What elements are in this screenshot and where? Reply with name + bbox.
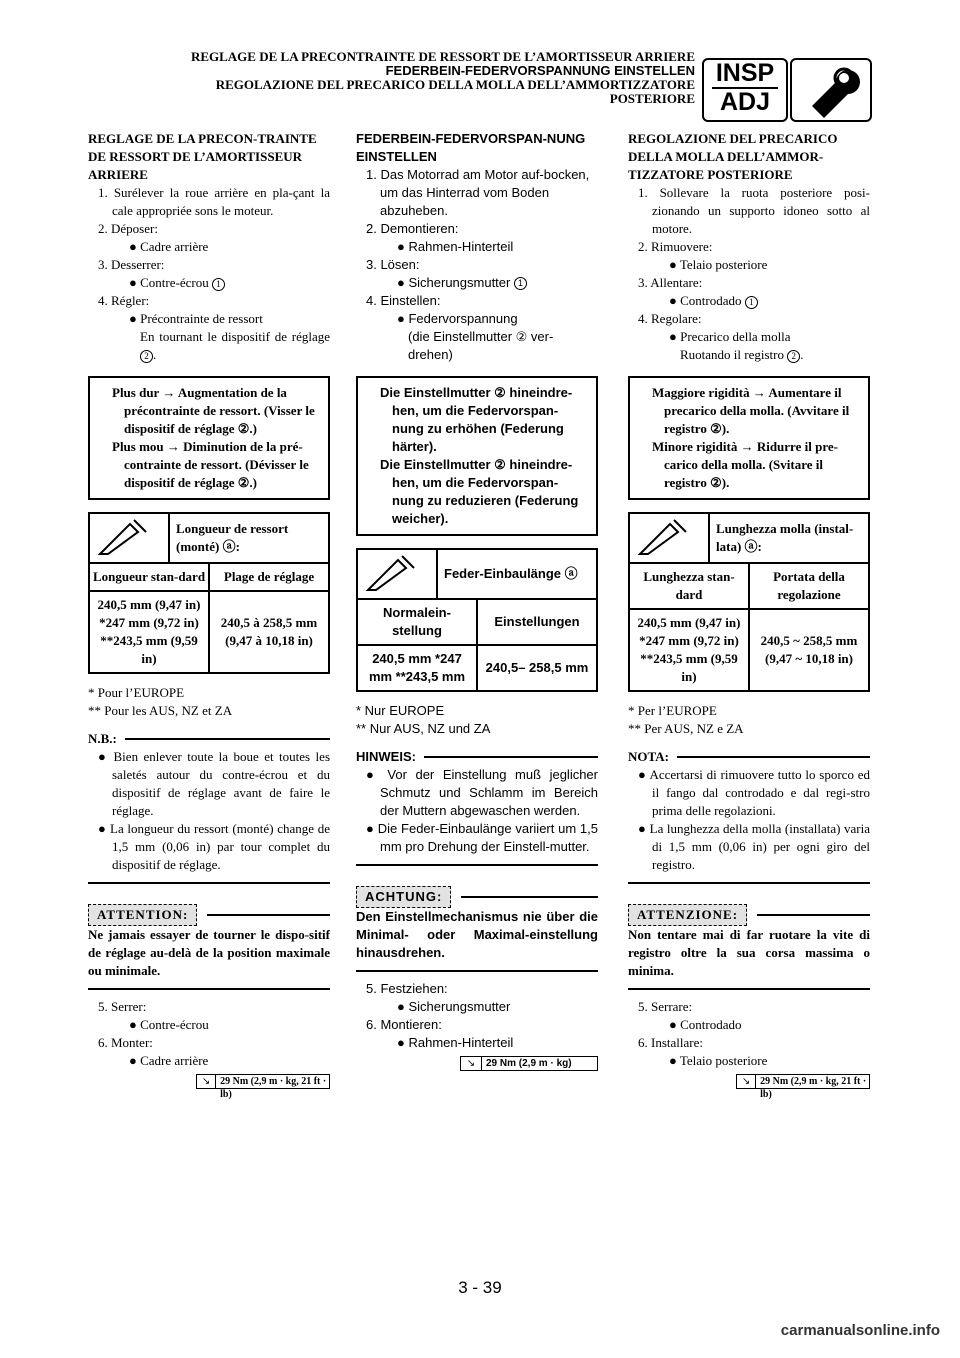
footnote-2: ** Per AUS, NZ e ZA	[628, 721, 744, 736]
spec-header-range: Einstellungen	[494, 614, 580, 629]
insp-adj-badge	[702, 58, 788, 122]
torque-value: 29 Nm (2,9 m · kg)	[486, 1058, 572, 1069]
spec-table	[356, 548, 598, 692]
spec-value-range: 240,5– 258,5 mm	[485, 660, 589, 675]
spec-tool-icon	[630, 514, 710, 562]
step-4-detail: Ruotando il registro	[680, 347, 784, 362]
step-5: 5. Serrare:	[638, 999, 693, 1014]
bullet-icon: ●	[397, 1035, 409, 1050]
callout-1-icon: 1	[745, 296, 758, 309]
column-german	[356, 130, 598, 1071]
header-title-fr: REGLAGE DE LA PRECONTRAINTE DE RESSORT DE L’AMORTISSEUR ARRIERE	[190, 49, 695, 64]
bullet-icon: ●	[129, 239, 141, 254]
bullet-icon: ●	[129, 1053, 141, 1068]
bullet-icon: ●	[366, 821, 378, 836]
spec-value-range: 240,5 ~ 258,5 mm (9,47 ~ 10,18 in)	[760, 633, 858, 666]
torque-spec	[736, 1074, 870, 1100]
caution-heading	[88, 904, 330, 926]
spec-tool-icon	[358, 550, 438, 598]
note-1: Bien enlever toute la boue et toutes les saletés autour du contre-écrou et du dispositif de réglage avant de faire le réglage.	[112, 749, 331, 818]
step-2-item: Rahmen-Hinterteil	[408, 239, 514, 254]
step-5-item: Controdado	[680, 1017, 742, 1032]
footnote-1: * Pour l’EUROPE	[88, 685, 185, 700]
box-softer: Die Einstellmutter ② hineindre-hen, um die Federvorspan-nung zu reduzieren (Federung weicher).	[380, 457, 579, 526]
page-header	[191, 50, 695, 106]
note-heading	[628, 748, 870, 766]
note-2: La longueur du ressort (monté) change de 1,5 mm (0,06 in) par tour complet du dispositif de réglage.	[110, 821, 330, 872]
note-2: La lunghezza della molla (installata) varia di 1,5 mm (0,06 in) per ogni giro del registro.	[649, 821, 870, 872]
step-4-item: Precarico della molla	[680, 329, 791, 344]
bullet-icon: ●	[397, 275, 409, 290]
torque-spec	[460, 1056, 598, 1071]
header-title-it-cont: POSTERIORE	[609, 91, 695, 106]
step-5-item: Sicherungsmutter	[408, 999, 511, 1014]
step-6-item: Telaio posteriore	[679, 1053, 768, 1068]
torque-wrench-icon: ↘	[737, 1075, 756, 1088]
spec-header-range: Plage de réglage	[223, 569, 315, 584]
note-label: N.B.:	[88, 731, 117, 746]
step-6-item: Rahmen-Hinterteil	[408, 1035, 514, 1050]
callout-2-icon: 2	[787, 350, 800, 363]
box-softer: Plus mou → Diminution de la pré-contrainte de ressort. (Dévisser le dispositif de réglage ②.)	[112, 439, 309, 490]
footnote-2: ** Pour les AUS, NZ et ZA	[88, 703, 233, 718]
badge-insp: INSP	[715, 59, 775, 87]
note-heading	[356, 748, 598, 766]
step-5-item: Contre-écrou	[140, 1017, 209, 1032]
footnote-1: * Nur EUROPE	[356, 703, 445, 718]
step-1: 1. Das Motorrad am Motor auf-bocken, um das Hinterrad vom Boden abzuheben.	[366, 167, 590, 218]
section-title: REGLAGE DE LA PRECON-TRAINTE DE RESSORT DE L’AMORTISSEUR ARRIERE	[88, 131, 317, 182]
bullet-icon: ●	[129, 1017, 141, 1032]
note-1: Accertarsi di rimuovere tutto lo sporco ed il fango dal controdado e dal regi-stro prima delle regolazioni.	[649, 767, 870, 818]
step-6: 6. Monter:	[98, 1035, 153, 1050]
torque-spec	[196, 1074, 330, 1100]
step-1: 1. Surélever la roue arrière en pla-çant la cale appropriée sons le moteur.	[98, 185, 330, 218]
caution-label: ATTENZIONE:	[628, 904, 747, 926]
footnote-2: ** Nur AUS, NZ und ZA	[356, 721, 491, 736]
adjustment-box	[356, 376, 598, 536]
spec-header-standard: Normalein-stellung	[358, 600, 478, 644]
bullet-icon: ●	[669, 1017, 681, 1032]
caution-label: ACHTUNG:	[356, 886, 451, 908]
step-2-item: Cadre arrière	[140, 239, 209, 254]
callout-1-icon: 1	[514, 277, 527, 290]
spec-tool-icon	[90, 514, 170, 562]
column-french: REGLAGE DE LA PRECON-TRAINTE DE RESSORT DE L’AMORTISSEUR ARRIERE 1. Surélever la roue arrière en pla-çant la cale appropriée sons le moteur. 2. Déposer: ● Cadre arrière 3. Desserrer: ● Contre-écrou 1 4. Régler: ● Précontrainte de ressort En tournant le dispositif de réglage 2 . Plus dur → Augmentation de la précontrainte de ressort. (Visser le dispositif de réglage ②.) Plus mou → Diminution de la pré-contrainte de ressort. (Dévisser le dispositif de réglage ②.) Longueur de ressort (monté) ⓐ: Longueur stan-dard Plage de réglage 240,5 mm (9,47 in) *247 mm (9,72 in) **243,5 mm (9,59 in) 240,5 à 258,5 mm (9,47 à 10,18 in) * Pour l’EUROPE ** Pour les AUS, NZ et ZA N.B.: ● Bien enlever toute la boue et toutes les saletés autour du contre-écrou et du dispositif de réglage avant de faire le réglage. ● La longueur du ressort (monté) change de 1,5 mm (0,06 in) par tour complet du dispositif de réglage. ATTENTION: Ne jamais essayer de tourner le dispo-sitif de réglage au-delà de la position maximale ou minimale. 5. Serrer: ● Contre-écrou 6. Monter: ● Cadre arrière ↘ 29 Nm (2,9 m · kg, 21 ft · lb)	[88, 131, 331, 1100]
bullet-icon: ●	[397, 999, 409, 1014]
spec-header-standard: Longueur stan-dard	[90, 564, 210, 590]
step-2-item: Telaio posteriore	[679, 257, 768, 272]
section-title: REGOLAZIONE DEL PRECARICO DELLA MOLLA DELL’AMMOR-TIZZATORE POSTERIORE	[628, 131, 838, 182]
box-harder: Plus dur → Augmentation de la précontrainte de ressort. (Visser le dispositif de réglage ②.)	[112, 385, 315, 436]
wrench-icon	[790, 58, 872, 122]
caution-label: ATTENTION:	[88, 904, 197, 926]
spec-label: Lunghezza molla (instal-lata) ⓐ:	[716, 521, 854, 554]
box-softer: Minore rigidità → Ridurre il pre-carico della molla. (Svitare il registro ②).	[652, 439, 838, 490]
note-heading	[88, 730, 330, 748]
caution-text: Non tentare mai di far ruotare la vite di registro oltre la sua corsa massima o minima.	[628, 927, 870, 978]
caution-text: Den Einstellmechanismus nie über die Minimal- oder Maximal-einstellung hinausdrehen.	[356, 909, 598, 960]
spec-table	[628, 512, 870, 692]
step-4: 4. Regolare:	[638, 311, 702, 326]
page-number: 3 - 39	[458, 1278, 502, 1297]
note-label: NOTA:	[628, 749, 669, 764]
caution-text: Ne jamais essayer de tourner le dispo-sitif de réglage au-delà de la position maximale ou minimale.	[88, 927, 330, 978]
watermark-footer: carmanualsonline.info	[780, 1322, 940, 1339]
bullet-icon: ●	[638, 767, 650, 782]
adjustment-box	[88, 376, 330, 500]
step-2: 2. Déposer:	[98, 221, 158, 236]
adjustment-box	[628, 376, 870, 500]
spec-label: Longueur de ressort (monté) ⓐ:	[176, 521, 289, 554]
torque-value: 29 Nm (2,9 m · kg, 21 ft · lb)	[760, 1076, 867, 1100]
spec-value-standard: 240,5 mm (9,47 in) *247 mm (9,72 in) **243,5 mm (9,59 in)	[630, 610, 750, 690]
caution-heading	[356, 886, 598, 908]
header-title-de: FEDERBEIN-FEDERVORSPANNUNG EINSTELLEN	[385, 63, 695, 78]
step-2: 2. Rimuovere:	[638, 239, 713, 254]
bullet-icon: ●	[638, 821, 650, 836]
step-3: 3. Allentare:	[638, 275, 703, 290]
step-3-item: Contre-écrou	[140, 275, 209, 290]
step-5: 5. Serrer:	[98, 999, 147, 1014]
step-3-item: Sicherungsmutter	[408, 275, 511, 290]
step-3: 3. Lösen:	[366, 257, 420, 272]
bullet-icon: ●	[366, 767, 388, 782]
step-6: 6. Installare:	[638, 1035, 703, 1050]
section-title: FEDERBEIN-FEDERVORSPAN-NUNG EINSTELLEN	[356, 131, 586, 164]
callout-2-icon: 2	[140, 350, 153, 363]
bullet-icon: ●	[129, 311, 141, 326]
step-6: 6. Montieren:	[366, 1017, 442, 1032]
header-title-it: REGOLAZIONE DEL PRECARICO DELLA MOLLA DELL’AMMORTIZZATORE	[215, 77, 695, 92]
torque-wrench-icon: ↘	[461, 1057, 482, 1070]
bullet-icon: ●	[397, 239, 409, 254]
spec-header-standard: Lunghezza stan-dard	[630, 564, 750, 608]
spec-label: Feder-Einbaulänge ⓐ	[444, 566, 578, 581]
step-2: 2. Demontieren:	[366, 221, 459, 236]
footnote-1: * Per l’EUROPE	[628, 703, 717, 718]
note-label: HINWEIS:	[356, 749, 416, 764]
spec-value-standard: 240,5 mm (9,47 in) *247 mm (9,72 in) **243,5 mm (9,59 in)	[90, 592, 210, 672]
step-3: 3. Desserrer:	[98, 257, 165, 272]
callout-1-icon: 1	[212, 278, 225, 291]
step-4-detail: (die Einstellmutter ② ver-drehen)	[408, 329, 554, 362]
spec-value-standard: 240,5 mm *247 mm **243,5 mm	[358, 646, 478, 690]
spec-table	[88, 512, 330, 674]
column-italian: REGOLAZIONE DEL PRECARICO DELLA MOLLA DELL’AMMOR-TIZZATORE POSTERIORE 1. Sollevare la ruota posteriore posi-zionando un supporto idoneo sotto al motore. 2. Rimuovere: ● Telaio posteriore 3. Allentare: ● Controdado 1 4. Regolare: ● Precarico della molla Ruotando il registro 2 . Maggiore rigidità → Aumentare il precarico della molla. (Avvitare il registro ②). Minore rigidità → Ridurre il pre-carico della molla. (Svitare il registro ②). Lunghezza molla (instal-lata) ⓐ: Lunghezza stan-dard Portata della regolazione 240,5 mm (9,47 in) *247 mm (9,72 in) **243,5 mm (9,59 in) 240,5 ~ 258,5 mm (9,47 ~ 10,18 in) * Per l’EUROPE ** Per AUS, NZ e ZA NOTA: ● Accertarsi di rimuovere tutto lo sporco ed il fango dal controdado e dal regi-stro prima delle regolazioni. ● La lunghezza della molla (installata) varia di 1,5 mm (0,06 in) per ogni giro del registro. ATTENZIONE: Non tentare mai di far ruotare la vite di registro oltre la sua corsa massima o minima. 5. Serrare: ● Controdado 6. Installare: ● Telaio posteriore ↘ 29 Nm (2,9 m · kg, 21 ft · lb)	[628, 131, 870, 1100]
caution-heading	[628, 904, 870, 926]
step-4: 4. Einstellen:	[366, 293, 441, 308]
spec-header-range: Portata della regolazione	[773, 569, 845, 602]
bullet-icon: ●	[669, 1053, 680, 1068]
note-1: Vor der Einstellung muß jeglicher Schmutz und Schlamm im Bereich der Muttern abgewaschen werden.	[380, 767, 598, 818]
bullet-icon: ●	[98, 821, 110, 836]
note-2: Die Feder-Einbaulänge variiert um 1,5 mm pro Drehung der Einstell-mutter.	[377, 821, 599, 854]
bullet-icon: ●	[669, 257, 680, 272]
bullet-icon: ●	[397, 311, 409, 326]
bullet-icon: ●	[669, 329, 681, 344]
torque-wrench-icon: ↘	[197, 1075, 216, 1088]
bullet-icon: ●	[669, 293, 681, 308]
box-harder: Die Einstellmutter ② hineindre-hen, um die Federvorspan-nung zu erhöhen (Federung härter).	[380, 385, 573, 454]
step-4-item: Précontrainte de ressort	[140, 311, 263, 326]
badge-adj: ADJ	[712, 87, 778, 116]
bullet-icon: ●	[98, 749, 114, 764]
step-5: 5. Festziehen:	[366, 981, 448, 996]
step-4-item: Federvorspannung	[408, 311, 518, 326]
step-6-item: Cadre arrière	[140, 1053, 209, 1068]
step-3-item: Controdado	[680, 293, 742, 308]
step-4: 4. Régler:	[98, 293, 150, 308]
box-harder: Maggiore rigidità → Aumentare il precarico della molla. (Avvitare il registro ②).	[652, 385, 850, 436]
step-4-detail: En tournant le dispositif de réglage	[140, 329, 330, 344]
step-1: 1. Sollevare la ruota posteriore posi-zionando un supporto idoneo sotto al motore.	[638, 185, 870, 236]
spec-value-range: 240,5 à 258,5 mm (9,47 à 10,18 in)	[220, 615, 318, 648]
torque-value: 29 Nm (2,9 m · kg, 21 ft · lb)	[220, 1076, 327, 1100]
bullet-icon: ●	[129, 275, 141, 290]
